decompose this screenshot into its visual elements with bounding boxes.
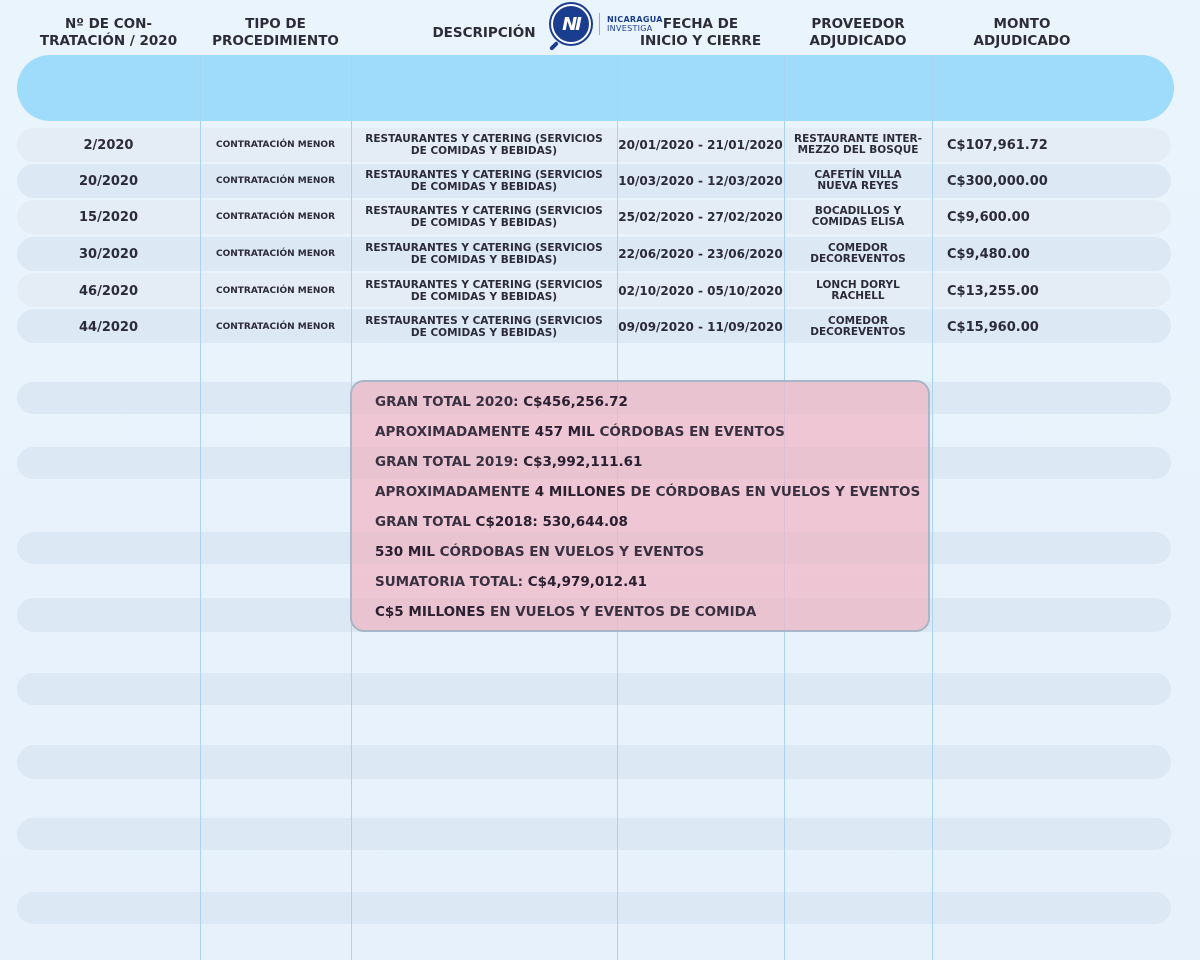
- row-stripe: [17, 818, 1171, 850]
- row-tipo: CONTRATACIÓN MENOR: [215, 176, 336, 186]
- row-monto: C$15,960.00: [947, 319, 1039, 335]
- row-proveedor: COMEDOR DECOREVENTOS: [810, 242, 906, 265]
- header-numero: Nº DE CON- TRATACIÓN / 2020: [39, 16, 178, 49]
- header-proveedor: PROVEEDOR ADJUDICADO: [809, 16, 907, 49]
- summary-line: SUMATORIA TOTAL: C$4,979,012.41: [375, 574, 647, 590]
- row-fecha: 22/06/2020 - 23/06/2020: [618, 247, 783, 261]
- row-fecha: 25/02/2020 - 27/02/2020: [618, 210, 783, 224]
- header-monto: MONTO ADJUDICADO: [973, 16, 1071, 49]
- row-numero: 44/2020: [78, 319, 139, 335]
- logo-badge-text: NI: [562, 13, 580, 35]
- header-descripcion: DESCRIPCIÓN: [432, 24, 536, 41]
- row-descripcion: RESTAURANTES Y CATERING (SERVICIOS DE COMIDAS Y BEBIDAS): [365, 242, 603, 266]
- row-monto: C$107,961.72: [947, 137, 1048, 153]
- row-numero: 30/2020: [78, 246, 139, 262]
- summary-line: GRAN TOTAL 2020: C$456,256.72: [375, 394, 628, 410]
- row-proveedor: LONCH DORYL RACHELL: [816, 279, 900, 302]
- row-tipo: CONTRATACIÓN MENOR: [215, 140, 336, 150]
- row-monto: C$300,000.00: [947, 173, 1048, 189]
- row-fecha: 10/03/2020 - 12/03/2020: [618, 174, 783, 188]
- row-stripe: [17, 892, 1171, 924]
- summary-line: APROXIMADAMENTE 4 MILLONES DE CÓRDOBAS EN VUELOS Y EVENTOS: [375, 484, 921, 500]
- row-fecha: 20/01/2020 - 21/01/2020: [618, 138, 783, 152]
- row-monto: C$13,255.00: [947, 283, 1039, 299]
- row-descripcion: RESTAURANTES Y CATERING (SERVICIOS DE COMIDAS Y BEBIDAS): [365, 205, 603, 229]
- column-divider: [932, 55, 933, 960]
- row-tipo: CONTRATACIÓN MENOR: [215, 212, 336, 222]
- row-descripcion: RESTAURANTES Y CATERING (SERVICIOS DE COMIDAS Y BEBIDAS): [365, 279, 603, 303]
- row-monto: C$9,480.00: [947, 246, 1030, 262]
- summary-line: APROXIMADAMENTE 457 MIL CÓRDOBAS EN EVENTOS: [375, 424, 785, 440]
- row-monto: C$9,600.00: [947, 209, 1030, 225]
- row-fecha: 09/09/2020 - 11/09/2020: [618, 320, 783, 334]
- row-tipo: CONTRATACIÓN MENOR: [215, 286, 336, 296]
- header-tipo: TIPO DE PROCEDIMIENTO: [212, 16, 339, 49]
- row-numero: 46/2020: [78, 283, 139, 299]
- row-numero: 20/2020: [78, 173, 139, 189]
- logo-line1: NICARAGUA: [607, 15, 663, 24]
- summary-box: [350, 380, 930, 632]
- header-fecha: FECHA DE INICIO Y CIERRE: [639, 16, 762, 49]
- row-descripcion: RESTAURANTES Y CATERING (SERVICIOS DE COMIDAS Y BEBIDAS): [365, 133, 603, 157]
- row-stripe: [17, 745, 1171, 779]
- row-proveedor: RESTAURANTE INTER- MEZZO DEL BOSQUE: [794, 133, 922, 156]
- row-proveedor: COMEDOR DECOREVENTOS: [810, 315, 906, 338]
- row-tipo: CONTRATACIÓN MENOR: [215, 249, 336, 259]
- summary-line: GRAN TOTAL C$2018: 530,644.08: [375, 514, 628, 530]
- row-proveedor: CAFETÍN VILLA NUEVA REYES: [814, 169, 902, 192]
- row-numero: 2/2020: [83, 137, 134, 153]
- row-numero: 15/2020: [78, 209, 139, 225]
- logo-line2: INVESTIGA: [607, 24, 653, 33]
- summary-line: GRAN TOTAL 2019: C$3,992,111.61: [375, 454, 643, 470]
- row-stripe: [17, 673, 1171, 705]
- row-descripcion: RESTAURANTES Y CATERING (SERVICIOS DE COMIDAS Y BEBIDAS): [365, 315, 603, 339]
- row-tipo: CONTRATACIÓN MENOR: [215, 322, 336, 332]
- row-descripcion: RESTAURANTES Y CATERING (SERVICIOS DE COMIDAS Y BEBIDAS): [365, 169, 603, 193]
- row-fecha: 02/10/2020 - 05/10/2020: [618, 284, 783, 298]
- row-proveedor: BOCADILLOS Y COMIDAS ELISA: [811, 205, 905, 228]
- summary-line: C$5 MILLONES EN VUELOS Y EVENTOS DE COMIDA: [375, 604, 757, 620]
- summary-line: 530 MIL CÓRDOBAS EN VUELOS Y EVENTOS: [375, 544, 705, 560]
